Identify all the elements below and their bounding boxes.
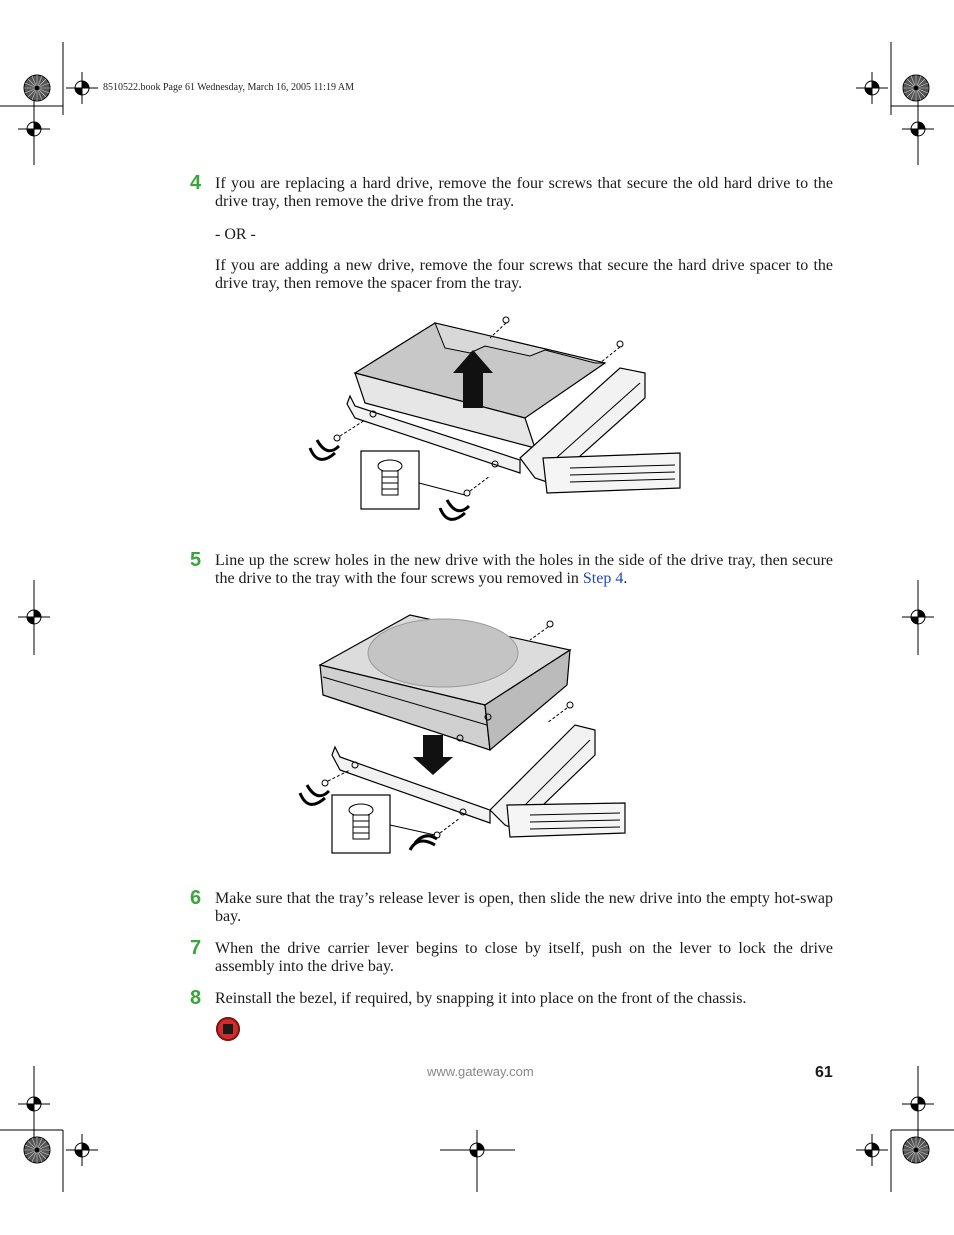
step-7-text: When the drive carrier lever begins to close by itself, push on the lever to lock the drive assembly into the drive bay. bbox=[215, 940, 833, 975]
step-4-text-alt: If you are adding a new drive, remove the four screws that secure the hard drive spacer to the drive tray, then remove the spacer from the tray. bbox=[215, 257, 833, 292]
illustration-install-drive bbox=[295, 605, 635, 855]
step-number-8: 8 bbox=[190, 987, 202, 1009]
step-4-link[interactable]: Step 4 bbox=[582, 570, 624, 587]
footer-url: www.gateway.com bbox=[427, 1064, 534, 1079]
page-number: 61 bbox=[815, 1064, 833, 1081]
step-number-5: 5 bbox=[190, 549, 202, 571]
step-6-text: Make sure that the tray’s release lever is open, then slide the new drive into the empty hot-swap bay. bbox=[215, 890, 833, 925]
step-number-7: 7 bbox=[190, 937, 202, 959]
step-8-text: Reinstall the bezel, if required, by snapping it into place on the front of the chassis. bbox=[215, 990, 747, 1007]
step-number-6: 6 bbox=[190, 887, 202, 909]
illustration-remove-spacer bbox=[295, 308, 690, 533]
step-4-text: If you are replacing a hard drive, remove the four screws that secure the old hard drive to the drive tray, then remove the drive from the tray. bbox=[215, 175, 833, 210]
step-4-separator: - OR - bbox=[215, 226, 256, 243]
stop-icon bbox=[216, 1017, 240, 1041]
header-slug: 8510522.book Page 61 Wednesday, March 16, 2005 11:19 AM bbox=[103, 82, 355, 93]
step-5-text: Line up the screw holes in the new drive with the holes in the side of the drive tray, then secure the drive to the tray with the four screws you removed in Step 4. bbox=[215, 552, 833, 587]
step-number-4: 4 bbox=[190, 172, 202, 194]
